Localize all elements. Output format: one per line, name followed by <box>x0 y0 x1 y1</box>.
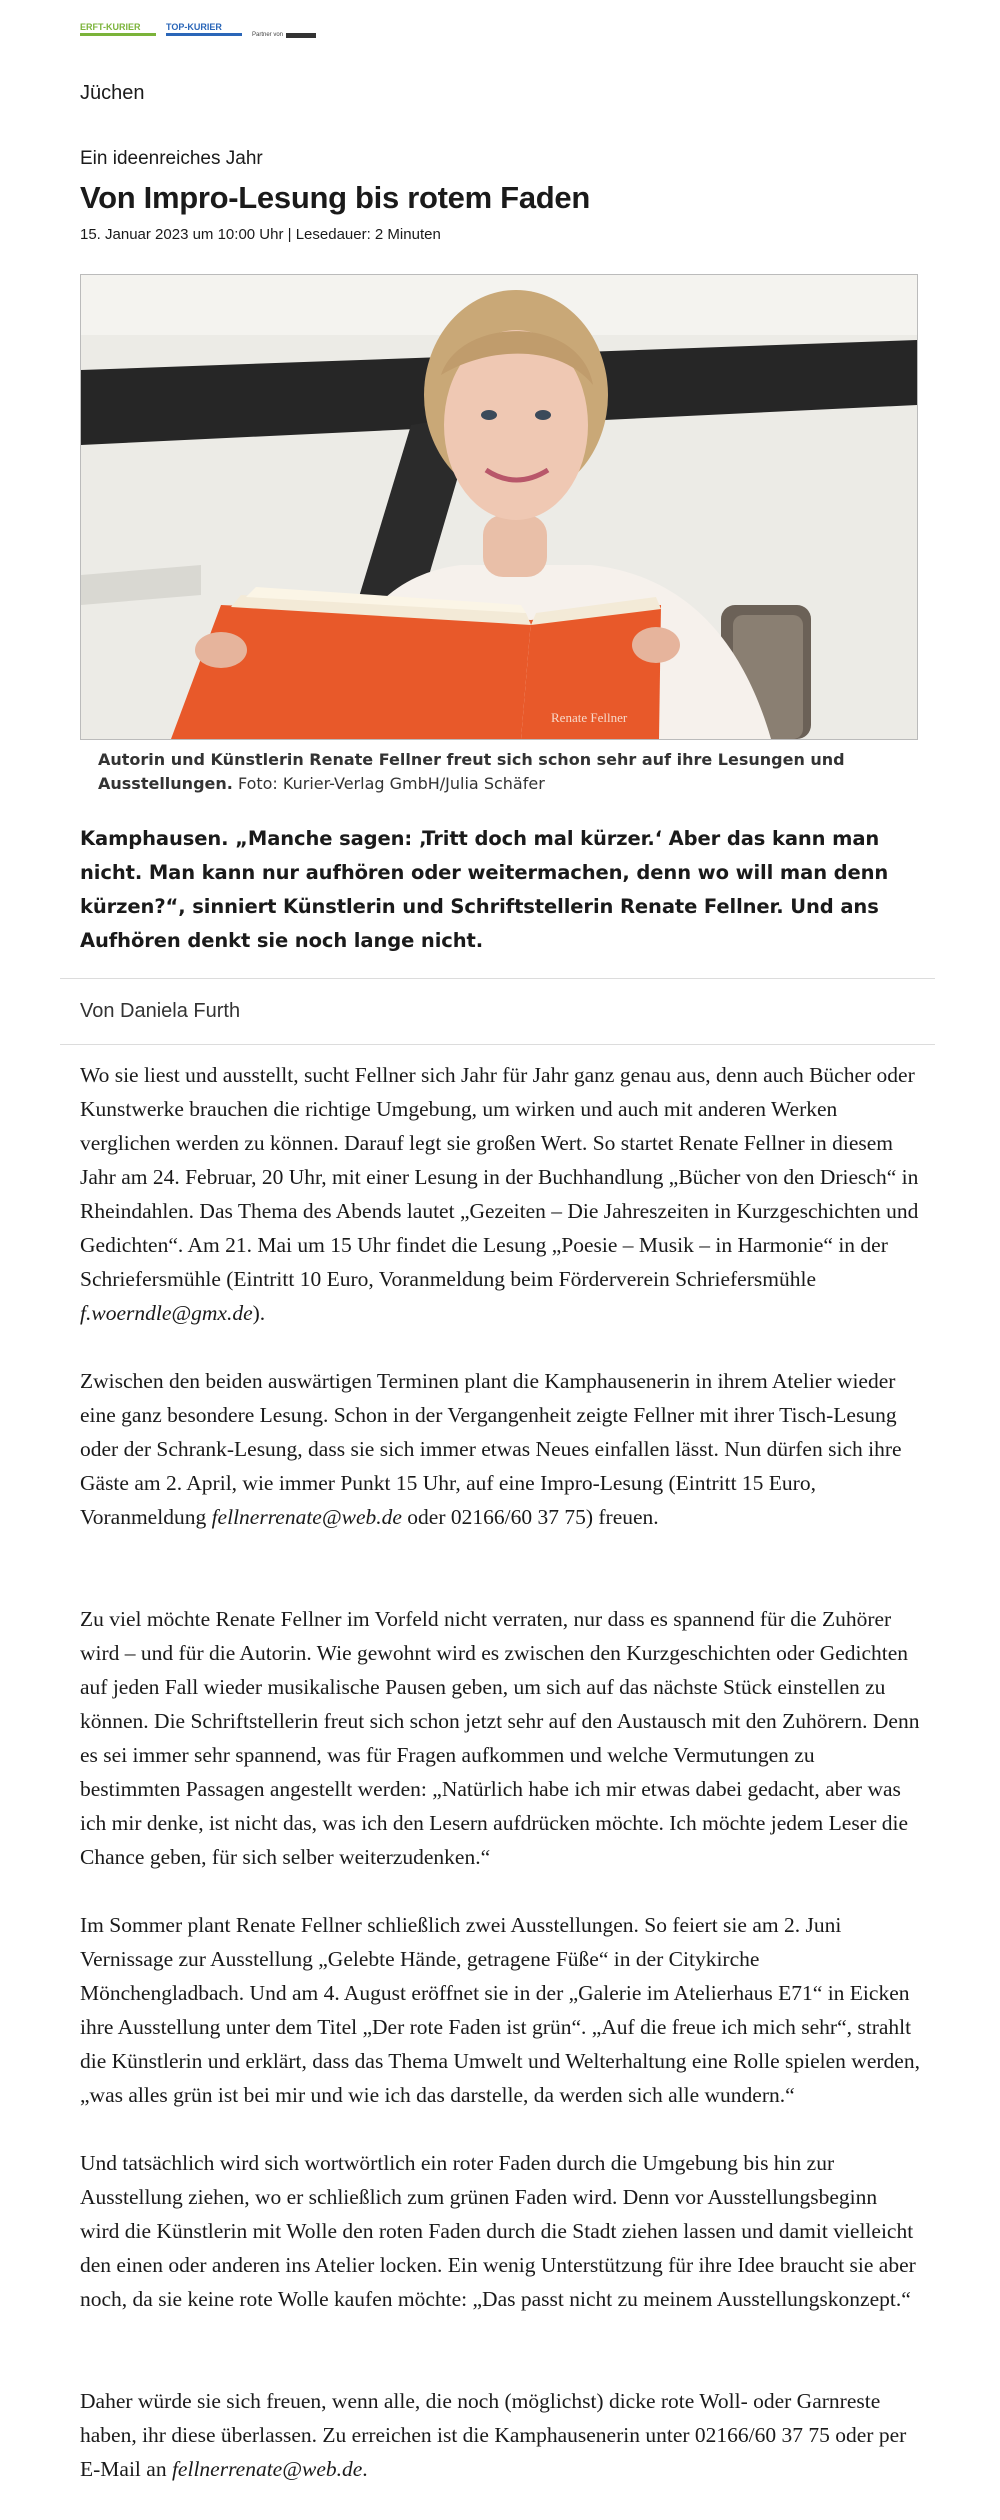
email-link-foerderverein[interactable]: f.woerndle@gmx.de <box>80 1301 253 1325</box>
top-kurier-logo[interactable]: TOP-KURIER <box>166 22 242 36</box>
paragraph-2: Zwischen den beiden auswärtigen Terminen plant die Kamphausenerin in ihrem Atelier wieder eine ganz besondere Lesung. Schon in der Vergangenheit zeigte Fellner mit ihrer Tisch-Lesung oder der Schrank-Lesung, dass sie sich immer etwas Neues einfallen lässt. Nun dürfen sich ihre Gäste am 2. April, wie immer Punkt 15 Uhr, auf eine Impro-Lesung (Eintritt 15 Euro, Voranmeldung fellnerrenate@web.de oder 02166/60 37 75) freuen. <box>80 1369 902 1529</box>
paragraph-1: Wo sie liest und ausstellt, sucht Fellner sich Jahr für Jahr ganz genau aus, denn auch Bücher oder Kunstwerke brauchen die richtige Umgebung, um wirken und auch mit anderen Werken verglichen werden zu können. Darauf legt sie großen Wert. So startet Renate Fellner in diesem Jahr am 24. Februar, 20 Uhr, mit einer Lesung in der Buchhandlung „Bücher von den Driesch“ in Rheindahlen. Das Thema des Abends lautet „Gezeiten – Die Jahreszeiten in Kurzgeschichten und Gedichten“. Am 21. Mai um 15 Uhr findet die Lesung „Poesie – Musik – in Harmonie“ in der Schriefersmühle (Eintritt 10 Euro, Voranmeldung beim Förderverein Schriefersmühle f.woerndle@gmx.de). <box>80 1063 919 1325</box>
article-body <box>80 1058 920 2520</box>
book-title-text: Renate Fellner <box>551 710 628 725</box>
email-link-fellner[interactable]: fellnerrenate@web.de <box>211 1505 402 1529</box>
article-headline: Von Impro-Lesung bis rotem Faden <box>80 180 590 215</box>
partner-logo: Partner von <box>252 30 316 40</box>
divider-top <box>60 978 935 979</box>
caption-credit: Foto: Kurier-Verlag GmbH/Julia Schäfer <box>237 774 545 793</box>
book-left-cover <box>171 605 531 739</box>
email-link-fellner-2[interactable]: fellnerrenate@web.de <box>171 2457 363 2481</box>
paragraph-3: Zu viel möchte Renate Fellner im Vorfeld nicht verraten, nur dass es spannend für die Zuhörer wird – und für die Autorin. Wie gewohnt wird es zwischen den Kurzgeschichten oder Gedichten auf jeden Fall wieder musikalische Pausen geben, um sich auf das nächste Stück einstellen zu können. Die Schriftstellerin freut sich schon jetzt sehr auf den Austausch mit den Zuhörern. Denn es sei immer sehr spannend, was für Fragen aufkommen und welche Vermutungen zu bestimmten Passagen angestellt werden: „Natürlich habe ich mir etwas dabei gedacht, aber was ich mir denke, ist nicht das, was ich den Lesern aufdrücken möchte. Ich möchte jedem Leser die Chance geben, für sich selber weiterzudenken.“ <box>80 1607 920 1869</box>
paragraph-5: Und tatsächlich wird sich wortwörtlich ein roter Faden durch die Umgebung bis hin zur Ausstellung ziehen, wo er schließlich zum grünen Faden wird. Denn vor Ausstellungsbeginn wird die Künstlerin mit Wolle den roten Faden durch die Stadt ziehen lassen und damit vielleicht den einen oder anderen ins Atelier locken. Ein wenig Unterstützung für ihre Idee braucht sie aber noch, da sie keine rote Wolle kaufen möchte: „Das passt nicht zu meinem Ausstellungskonzept.“ <box>80 2151 916 2311</box>
erft-kurier-logo[interactable]: ERFT-KURIER <box>80 22 156 36</box>
article-lead: Kamphausen. „Manche sagen: ‚Tritt doch mal kürzer.‘ Aber das kann man nicht. Man kann nur aufhören oder weitermachen, denn wo will man denn kürzen?“, sinniert Künstlerin und Schriftstellerin Renate Fellner. Und ans Aufhören denkt sie noch lange nicht. <box>80 827 889 952</box>
divider-bottom <box>60 1044 935 1045</box>
publisher-logos <box>80 22 316 40</box>
article-author: Von Daniela Furth <box>80 1000 241 1022</box>
caption-text: Autorin und Künstlerin Renate Fellner freut sich schon sehr auf ihre Lesungen und Ausstellungen. <box>98 750 845 793</box>
portrait-illustration <box>81 275 917 739</box>
article-photo[interactable] <box>80 274 918 740</box>
location-label: Jüchen <box>80 82 145 104</box>
article-meta: 15. Januar 2023 um 10:00 Uhr | Lesedauer: 2 Minuten <box>80 226 441 243</box>
article-kicker: Ein ideenreiches Jahr <box>80 148 263 169</box>
photo-caption <box>98 748 858 796</box>
paragraph-4: Im Sommer plant Renate Fellner schließlich zwei Ausstellungen. So feiert sie am 2. Juni Vernissage zur Ausstellung „Gelebte Hände, getragene Füße“ in der Citykirche Mönchengladbach. Und am 4. August eröffnet sie in der „Galerie im Atelierhaus E71“ in Eicken ihre Ausstellung unter dem Titel „Der rote Faden ist grün“. „Auf die freue ich mich sehr“, strahlt die Künstlerin und erklärt, dass das Thema Umwelt und Welterhaltung eine Rolle spielen werden, „was alles grün ist bei mir und wie ich das darstelle, da werden sich alle wundern.“ <box>80 1913 920 2107</box>
paragraph-6: Daher würde sie sich freuen, wenn alle, die noch (möglichst) dicke rote Woll- oder Garnreste haben, ihr diese überlassen. Zu erreichen ist die Kamphausenerin unter 02166/60 37 75 oder per E-Mail an fellnerrenate@web.de. <box>80 2389 907 2481</box>
